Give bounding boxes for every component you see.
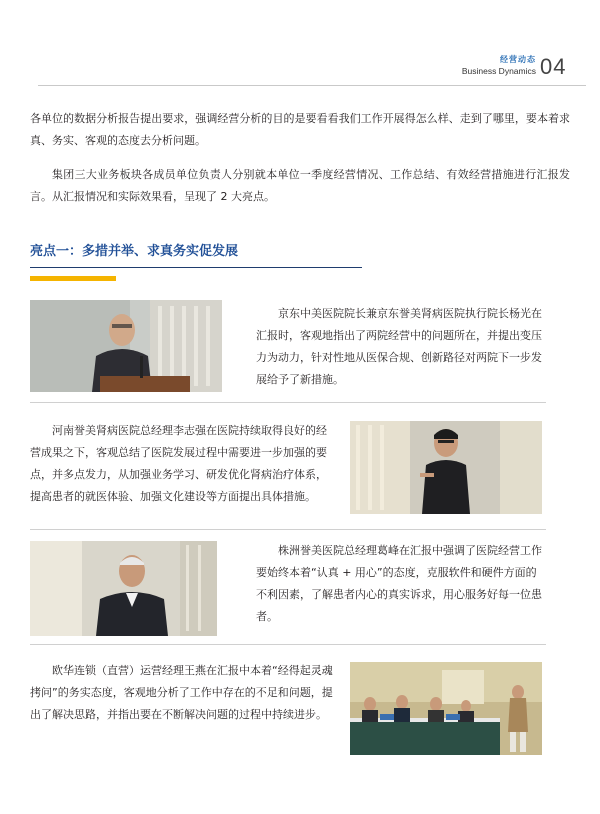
page-number: 04 [540,54,567,79]
section-accent-bar [30,276,116,281]
item-text-1: 京东中美医院院长兼京东誉美肾病医院执行院长杨光在汇报时，客观地指出了两院经营中的问题所在，并提出变压力为动力，针对性地从医保合规、创新路径对两院下一步发展给予了新措施。 [256,307,542,386]
intro-paragraph-2: 集团三大业务板块各成员单位负责人分别就本单位一季度经营情况、工作总结、有效经营措施进行汇报发言。从汇报情况和实际效果看，呈现了 2 大亮点。 [30,168,570,203]
item-text-2: 河南誉美肾病医院总经理李志强在医院持续取得良好的经营成果之下，客观总结了医院发展过程中需要进一步加强的要点，并多点发力，从加强业务学习、研发优化肾病治疗体系，提高患者的就医体验、加强文化建设等方面提出具体措施。 [30,424,327,503]
meeting-photo [350,662,542,755]
item-divider-1 [30,402,546,403]
item-divider-3 [30,644,546,645]
speaker-photo-2 [350,421,542,514]
speaker-photo-1 [30,300,222,392]
header-divider [38,85,586,86]
section-underline [30,267,362,268]
section-title: 亮点一：多措并举、求真务实促发展 [30,244,239,259]
section-label-en: Business Dynamics [461,66,536,76]
item-text-3: 株洲誉美医院总经理葛峰在汇报中强调了医院经营工作要始终本着“认真 + 用心”的态度，克服软件和硬件方面的不利因素，了解患者内心的真实诉求，用心服务好每一位患者。 [256,544,542,623]
section-label-cn: 经营动态 [500,55,536,64]
item-divider-2 [30,529,546,530]
intro-paragraph-1: 各单位的数据分析报告提出要求，强调经营分析的目的是要看看我们工作开展得怎么样、走到了哪里，要本着求真、务实、客观的态度去分析问题。 [30,112,570,147]
item-text-4: 欧华连锁（直营）运营经理王燕在汇报中本着“经得起灵魂拷问”的务实态度，客观地分析了工作中存在的不足和问题，提出了解决思路，并指出要在不断解决问题的过程中持续进步。 [30,664,333,721]
speaker-photo-3 [30,541,217,636]
